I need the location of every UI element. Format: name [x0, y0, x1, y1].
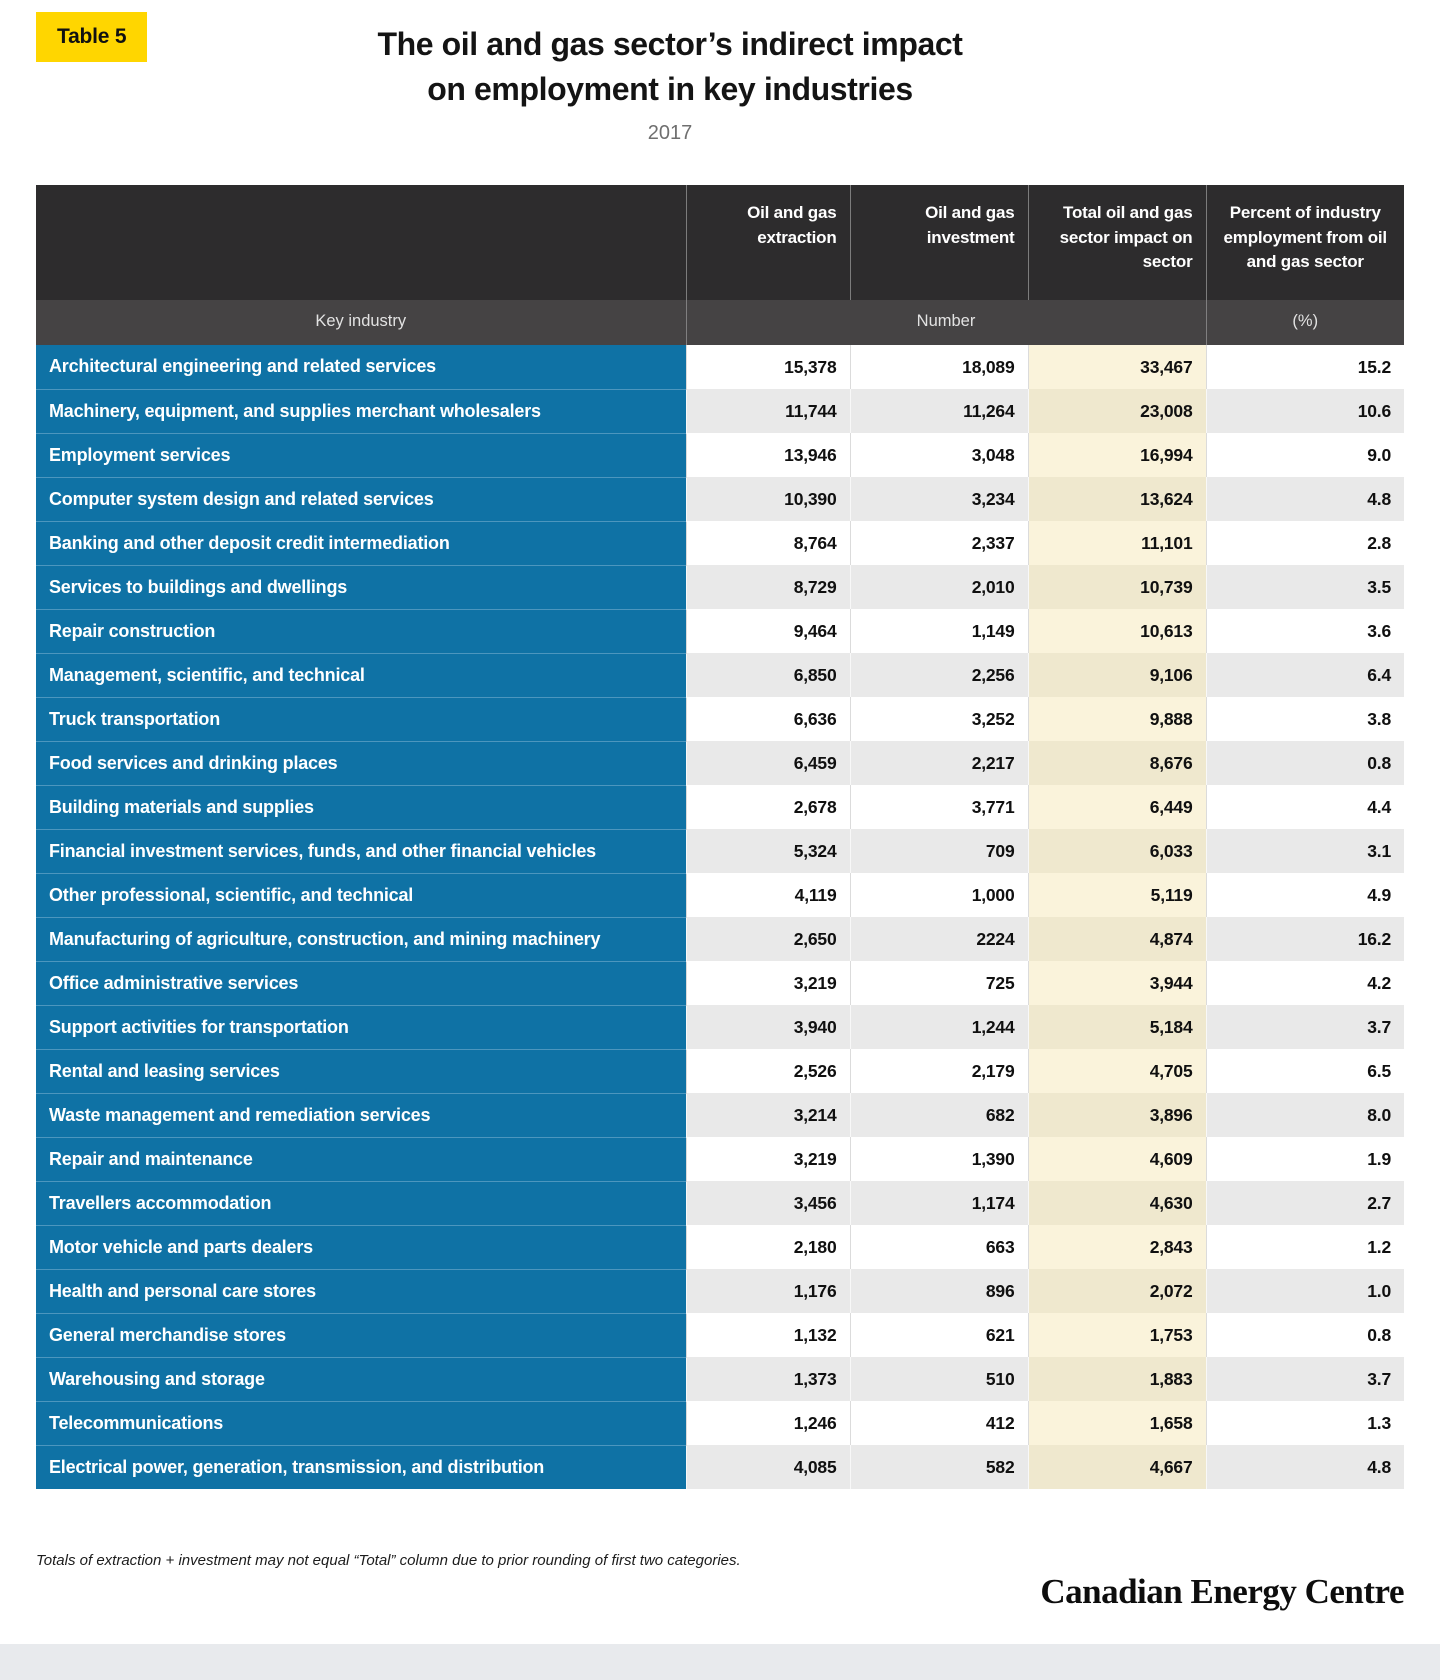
investment-cell: 2,010: [850, 565, 1028, 609]
total-cell: 2,072: [1028, 1269, 1206, 1313]
investment-cell: 3,048: [850, 433, 1028, 477]
total-cell: 9,106: [1028, 653, 1206, 697]
total-cell: 11,101: [1028, 521, 1206, 565]
extraction-cell: 2,678: [686, 785, 850, 829]
total-cell: 4,874: [1028, 917, 1206, 961]
title-line-1: The oil and gas sector’s indirect impact: [377, 26, 963, 62]
extraction-cell: 8,764: [686, 521, 850, 565]
extraction-cell: 11,744: [686, 389, 850, 433]
percent-cell: 16.2: [1206, 917, 1404, 961]
percent-cell: 6.4: [1206, 653, 1404, 697]
table-row: [36, 697, 1404, 741]
investment-cell: 682: [850, 1093, 1028, 1137]
table-body: [36, 345, 1404, 1489]
header-total: Total oil and gas sector impact on sector: [1028, 185, 1206, 300]
industry-cell: Architectural engineering and related services: [36, 345, 686, 389]
industry-cell: Banking and other deposit credit intermediation: [36, 521, 686, 565]
industry-cell: Health and personal care stores: [36, 1269, 686, 1313]
percent-cell: 0.8: [1206, 741, 1404, 785]
total-cell: 1,883: [1028, 1357, 1206, 1401]
investment-cell: 896: [850, 1269, 1028, 1313]
industry-cell: Office administrative services: [36, 961, 686, 1005]
table-wrap: [36, 185, 1404, 1489]
investment-cell: 725: [850, 961, 1028, 1005]
industry-cell: Machinery, equipment, and supplies merchant wholesalers: [36, 389, 686, 433]
industry-cell: Management, scientific, and technical: [36, 653, 686, 697]
investment-cell: 1,244: [850, 1005, 1028, 1049]
total-cell: 3,896: [1028, 1093, 1206, 1137]
percent-cell: 3.7: [1206, 1005, 1404, 1049]
extraction-cell: 2,526: [686, 1049, 850, 1093]
extraction-cell: 1,132: [686, 1313, 850, 1357]
total-cell: 5,184: [1028, 1005, 1206, 1049]
header-percent: Percent of industry employment from oil and gas sector: [1206, 185, 1404, 300]
total-cell: 1,753: [1028, 1313, 1206, 1357]
table-row: [36, 1093, 1404, 1137]
total-cell: 2,843: [1028, 1225, 1206, 1269]
table-row: [36, 1401, 1404, 1445]
industry-cell: Computer system design and related services: [36, 477, 686, 521]
table-row: [36, 873, 1404, 917]
total-cell: 16,994: [1028, 433, 1206, 477]
table-row: [36, 653, 1404, 697]
industry-cell: Employment services: [36, 433, 686, 477]
bottom-strip: [0, 1644, 1440, 1680]
title-block: [0, 22, 1340, 145]
extraction-cell: 6,459: [686, 741, 850, 785]
subheader-row: [36, 300, 1404, 345]
percent-cell: 4.4: [1206, 785, 1404, 829]
total-cell: 6,033: [1028, 829, 1206, 873]
total-cell: 4,630: [1028, 1181, 1206, 1225]
investment-cell: 621: [850, 1313, 1028, 1357]
total-cell: 10,613: [1028, 609, 1206, 653]
industry-cell: Food services and drinking places: [36, 741, 686, 785]
percent-cell: 15.2: [1206, 345, 1404, 389]
percent-cell: 3.5: [1206, 565, 1404, 609]
percent-cell: 1.9: [1206, 1137, 1404, 1181]
extraction-cell: 3,219: [686, 961, 850, 1005]
investment-cell: 663: [850, 1225, 1028, 1269]
table-row: [36, 345, 1404, 389]
industry-cell: Warehousing and storage: [36, 1357, 686, 1401]
extraction-cell: 6,850: [686, 653, 850, 697]
percent-cell: 3.8: [1206, 697, 1404, 741]
subheader-number: Number: [686, 300, 1206, 345]
total-cell: 6,449: [1028, 785, 1206, 829]
percent-cell: 2.8: [1206, 521, 1404, 565]
table-row: [36, 1137, 1404, 1181]
investment-cell: 1,174: [850, 1181, 1028, 1225]
table-row: [36, 1005, 1404, 1049]
extraction-cell: 15,378: [686, 345, 850, 389]
industry-cell: Motor vehicle and parts dealers: [36, 1225, 686, 1269]
investment-cell: 2,179: [850, 1049, 1028, 1093]
investment-cell: 1,000: [850, 873, 1028, 917]
table-row: [36, 961, 1404, 1005]
table-row: [36, 565, 1404, 609]
table-row: [36, 609, 1404, 653]
extraction-cell: 3,214: [686, 1093, 850, 1137]
industry-cell: Rental and leasing services: [36, 1049, 686, 1093]
industry-cell: General merchandise stores: [36, 1313, 686, 1357]
percent-cell: 9.0: [1206, 433, 1404, 477]
percent-cell: 1.3: [1206, 1401, 1404, 1445]
percent-cell: 0.8: [1206, 1313, 1404, 1357]
header-investment: Oil and gas investment: [850, 185, 1028, 300]
extraction-cell: 4,119: [686, 873, 850, 917]
table-row: [36, 1357, 1404, 1401]
extraction-cell: 3,940: [686, 1005, 850, 1049]
percent-cell: 6.5: [1206, 1049, 1404, 1093]
table-row: [36, 785, 1404, 829]
extraction-cell: 9,464: [686, 609, 850, 653]
header-key-industry-spacer: [36, 185, 686, 300]
investment-cell: 2,256: [850, 653, 1028, 697]
impact-table: [36, 185, 1404, 1489]
extraction-cell: 8,729: [686, 565, 850, 609]
header-extraction: Oil and gas extraction: [686, 185, 850, 300]
table-row: [36, 1445, 1404, 1489]
extraction-cell: 13,946: [686, 433, 850, 477]
table-number-badge: Table 5: [36, 12, 147, 62]
percent-cell: 1.0: [1206, 1269, 1404, 1313]
table-row: [36, 917, 1404, 961]
total-cell: 10,739: [1028, 565, 1206, 609]
total-cell: 3,944: [1028, 961, 1206, 1005]
percent-cell: 3.1: [1206, 829, 1404, 873]
industry-cell: Services to buildings and dwellings: [36, 565, 686, 609]
extraction-cell: 6,636: [686, 697, 850, 741]
industry-cell: Telecommunications: [36, 1401, 686, 1445]
investment-cell: 2,217: [850, 741, 1028, 785]
industry-cell: Other professional, scientific, and technical: [36, 873, 686, 917]
percent-cell: 2.7: [1206, 1181, 1404, 1225]
table-row: [36, 1225, 1404, 1269]
industry-cell: Travellers accommodation: [36, 1181, 686, 1225]
table-row: [36, 741, 1404, 785]
total-cell: 13,624: [1028, 477, 1206, 521]
industry-cell: Financial investment services, funds, and other financial vehicles: [36, 829, 686, 873]
investment-cell: 2,337: [850, 521, 1028, 565]
extraction-cell: 3,219: [686, 1137, 850, 1181]
investment-cell: 1,149: [850, 609, 1028, 653]
percent-cell: 1.2: [1206, 1225, 1404, 1269]
subtitle-year: 2017: [647, 121, 693, 144]
total-cell: 5,119: [1028, 873, 1206, 917]
page-title: [0, 22, 1340, 113]
total-cell: 4,667: [1028, 1445, 1206, 1489]
extraction-cell: 3,456: [686, 1181, 850, 1225]
extraction-cell: 1,176: [686, 1269, 850, 1313]
investment-cell: 412: [850, 1401, 1028, 1445]
percent-cell: 10.6: [1206, 389, 1404, 433]
industry-cell: Repair construction: [36, 609, 686, 653]
industry-cell: Building materials and supplies: [36, 785, 686, 829]
investment-cell: 2224: [850, 917, 1028, 961]
extraction-cell: 2,180: [686, 1225, 850, 1269]
industry-cell: Manufacturing of agriculture, construction, and mining machinery: [36, 917, 686, 961]
investment-cell: 1,390: [850, 1137, 1028, 1181]
investment-cell: 582: [850, 1445, 1028, 1489]
investment-cell: 18,089: [850, 345, 1028, 389]
total-cell: 8,676: [1028, 741, 1206, 785]
percent-cell: 3.7: [1206, 1357, 1404, 1401]
table-row: [36, 1049, 1404, 1093]
investment-cell: 3,771: [850, 785, 1028, 829]
percent-cell: 4.2: [1206, 961, 1404, 1005]
table-row: [36, 477, 1404, 521]
extraction-cell: 10,390: [686, 477, 850, 521]
title-line-2: on employment in key industries: [427, 71, 913, 108]
extraction-cell: 5,324: [686, 829, 850, 873]
footnote: Totals of extraction + investment may not equal “Total” column due to prior rounding of first two categories.: [36, 1552, 741, 1569]
percent-cell: 4.8: [1206, 1445, 1404, 1489]
percent-cell: 4.9: [1206, 873, 1404, 917]
total-cell: 4,609: [1028, 1137, 1206, 1181]
industry-cell: Repair and maintenance: [36, 1137, 686, 1181]
investment-cell: 3,234: [850, 477, 1028, 521]
extraction-cell: 1,246: [686, 1401, 850, 1445]
percent-cell: 3.6: [1206, 609, 1404, 653]
table-row: [36, 521, 1404, 565]
percent-cell: 4.8: [1206, 477, 1404, 521]
industry-cell: Electrical power, generation, transmission, and distribution: [36, 1445, 686, 1489]
industry-cell: Truck transportation: [36, 697, 686, 741]
total-cell: 33,467: [1028, 345, 1206, 389]
industry-cell: Waste management and remediation services: [36, 1093, 686, 1137]
table-row: [36, 1269, 1404, 1313]
investment-cell: 11,264: [850, 389, 1028, 433]
total-cell: 1,658: [1028, 1401, 1206, 1445]
table-row: [36, 1313, 1404, 1357]
extraction-cell: 2,650: [686, 917, 850, 961]
header-row: [36, 185, 1404, 300]
investment-cell: 709: [850, 829, 1028, 873]
percent-cell: 8.0: [1206, 1093, 1404, 1137]
table-row: [36, 389, 1404, 433]
canadian-energy-centre-logo: Canadian Energy Centre: [1040, 1572, 1404, 1611]
investment-cell: 3,252: [850, 697, 1028, 741]
table-row: [36, 829, 1404, 873]
total-cell: 9,888: [1028, 697, 1206, 741]
extraction-cell: 4,085: [686, 1445, 850, 1489]
subheader-percent: (%): [1206, 300, 1404, 345]
extraction-cell: 1,373: [686, 1357, 850, 1401]
subheader-key-industry: Key industry: [36, 300, 686, 345]
investment-cell: 510: [850, 1357, 1028, 1401]
total-cell: 23,008: [1028, 389, 1206, 433]
table-row: [36, 433, 1404, 477]
industry-cell: Support activities for transportation: [36, 1005, 686, 1049]
table-row: [36, 1181, 1404, 1225]
total-cell: 4,705: [1028, 1049, 1206, 1093]
